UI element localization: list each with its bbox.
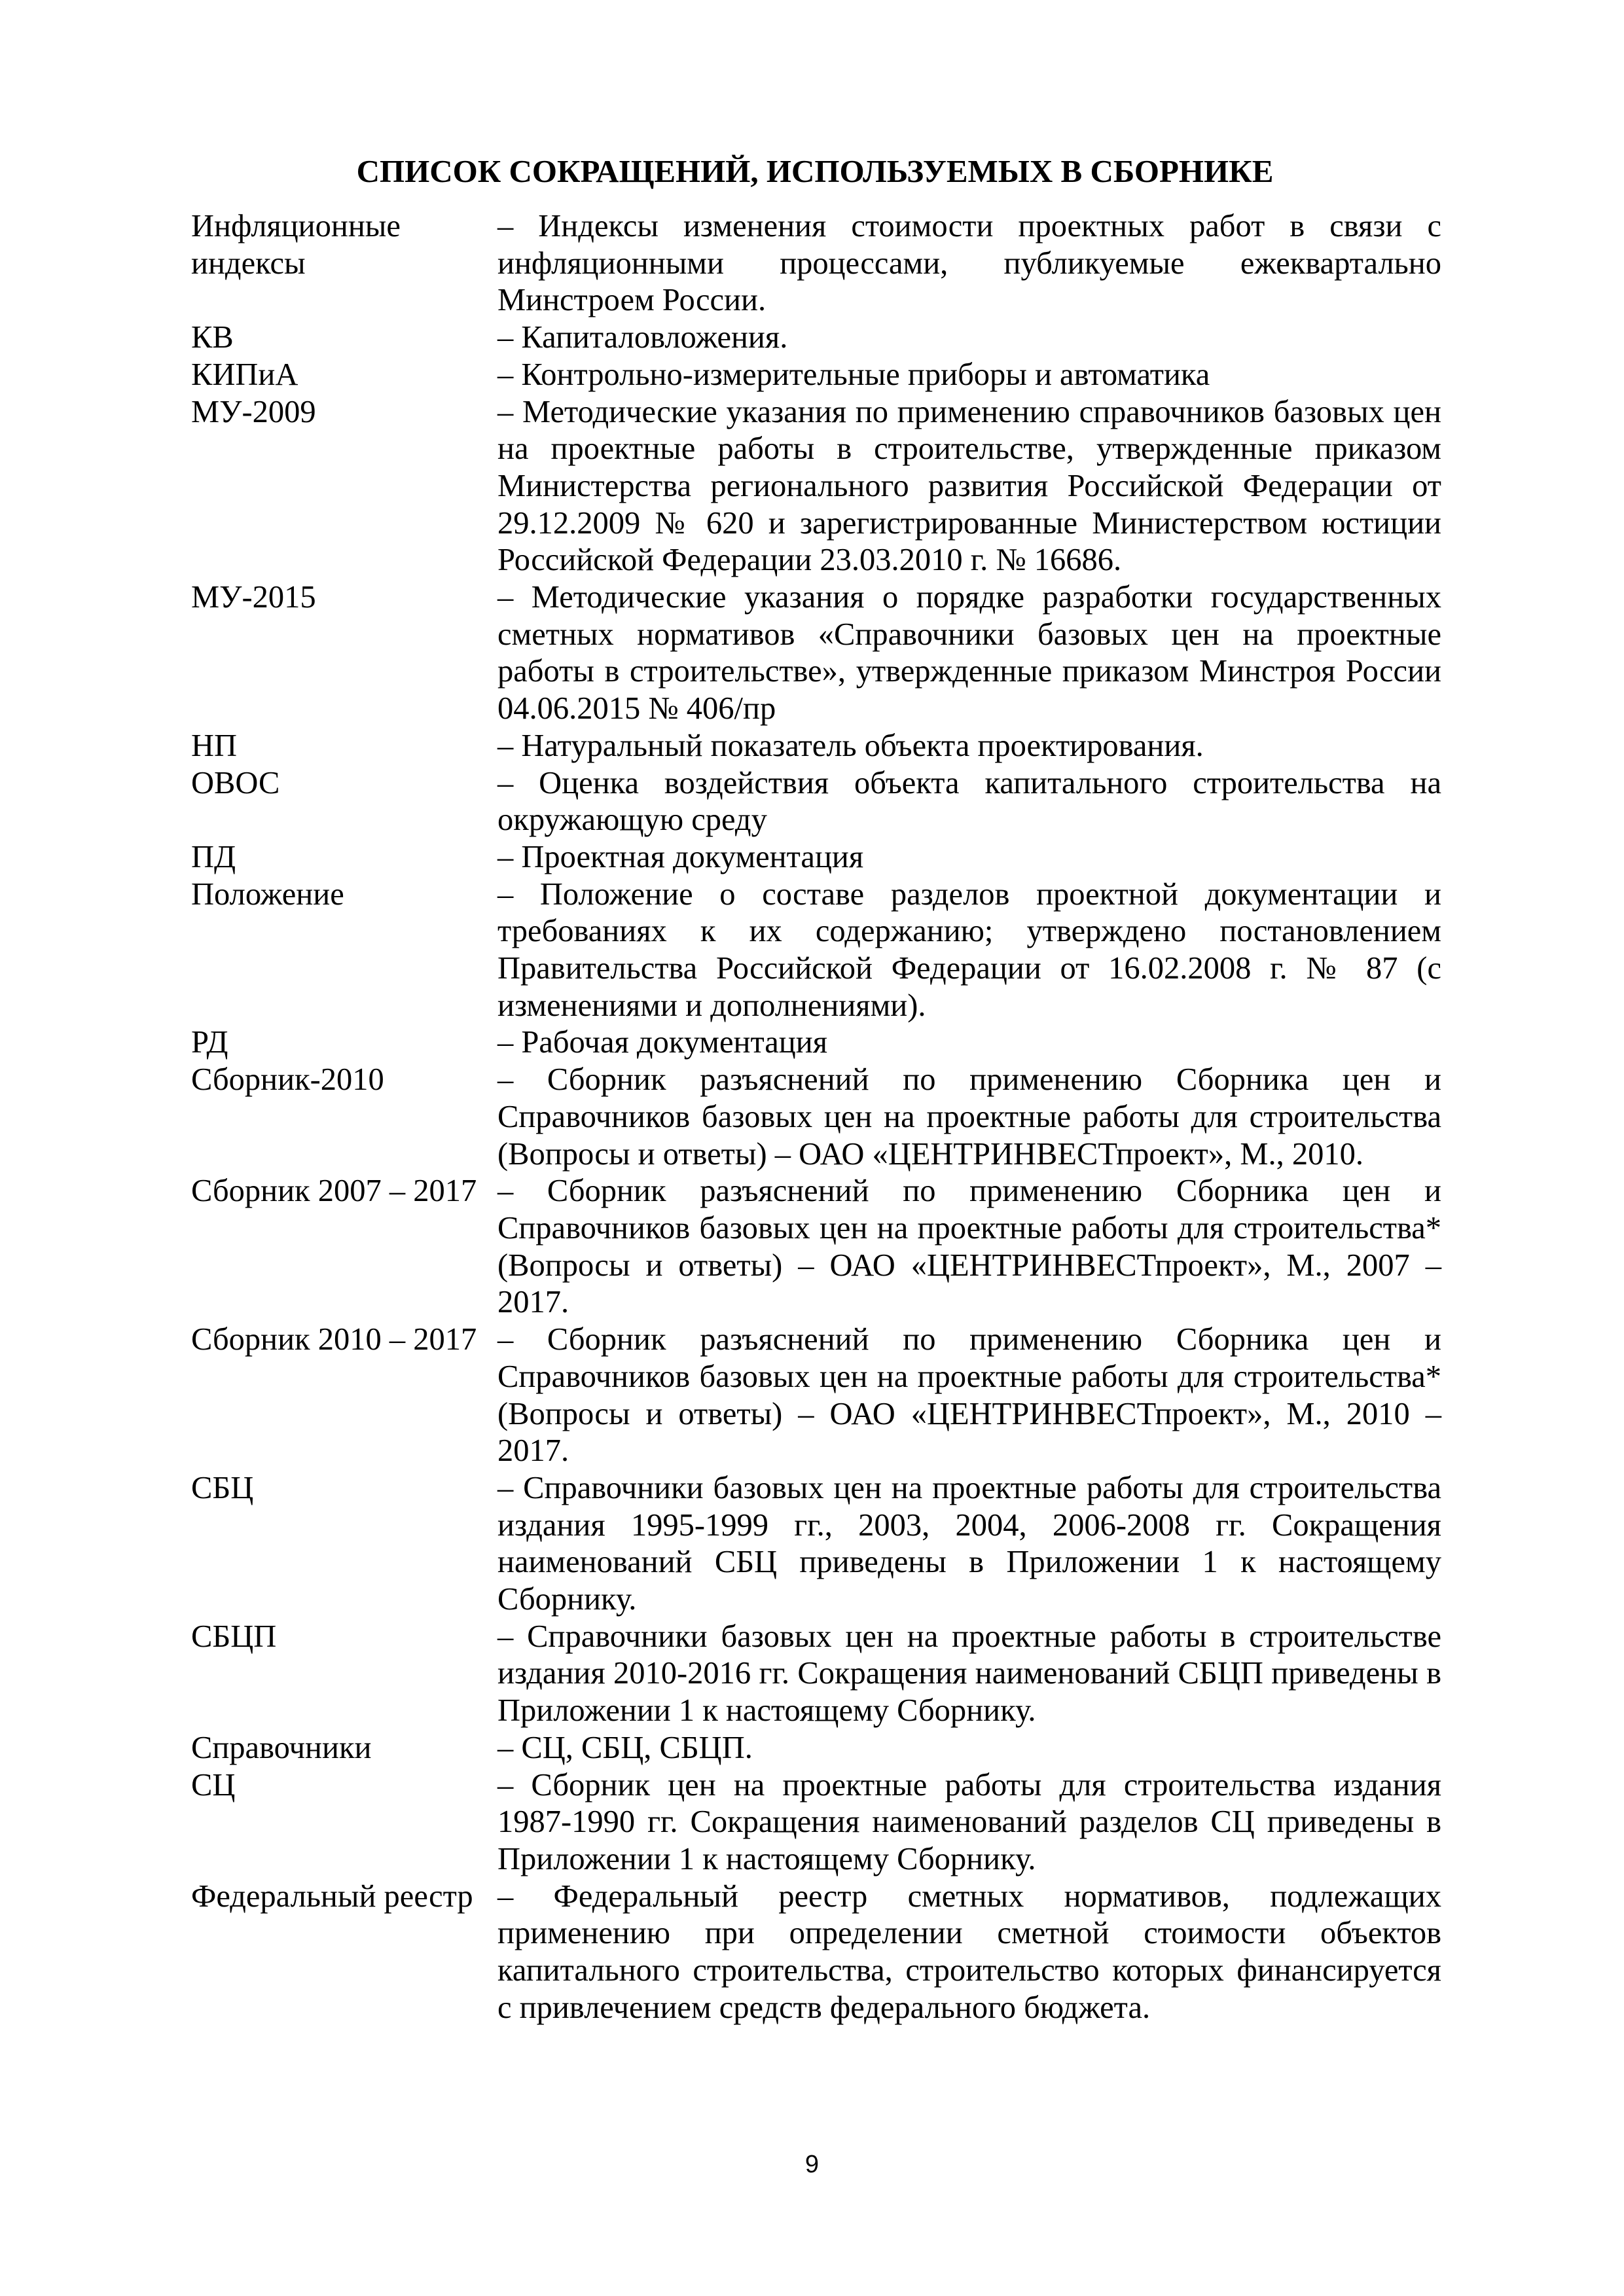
abbreviation-list [191, 208, 1441, 2026]
abbreviation-entry [191, 1730, 1441, 1767]
abbreviation-entry [191, 1878, 1441, 2027]
abbreviation-definition: – Оценка воздействия объекта капитального строительства на окружающую среду [497, 765, 1441, 838]
abbreviation-entry [191, 1024, 1441, 1062]
abbreviation-definition: – Методические указания по применению справочников базовых цен на проектные работы в строительстве, утвержденные приказом Министерства регионального развития Российской Федерации от 29.12.2009 № 620 и зарегистрированные Министерством юстиции Российской Федерации 23.03.2010 г. № 16686. [497, 394, 1441, 578]
abbreviation-entry [191, 579, 1441, 728]
abbreviation-term: Федеральный реестр [191, 1878, 473, 1914]
abbreviation-entry [191, 1767, 1441, 1878]
abbreviation-term: Справочники [191, 1730, 372, 1765]
abbreviation-entry [191, 357, 1441, 394]
abbreviation-definition: – Сборник цен на проектные работы для строительства издания 1987-1990 гг. Сокращения наименований разделов СЦ приведены в Приложении 1 к настоящему Сборнику. [497, 1767, 1441, 1876]
abbreviation-entry [191, 1062, 1441, 1173]
abbreviation-definition: – СЦ, СБЦ, СБЦП. [497, 1730, 753, 1765]
abbreviation-term: МУ-2015 [191, 580, 316, 615]
abbreviation-entry [191, 1619, 1441, 1730]
abbreviation-term: ОВОС [191, 765, 280, 800]
abbreviation-term: РД [191, 1025, 228, 1060]
abbreviation-term: ПД [191, 839, 236, 874]
abbreviation-definition: – Справочники базовых цен на проектные работы в строительстве издания 2010-2016 гг. Сокращения наименований СБЦП приведены в Приложении 1 к настоящему Сборнику. [497, 1619, 1441, 1729]
abbreviation-entry [191, 1173, 1441, 1321]
abbreviation-term: Сборник-2010 [191, 1062, 384, 1098]
abbreviation-definition: – Капиталовложения. [497, 320, 788, 355]
abbreviation-definition: – Индексы изменения стоимости проектных работ в связи с инфляционными процессами, публикуемые ежеквартально Минстроем России. [497, 209, 1441, 318]
abbreviation-term: СБЦ [191, 1470, 254, 1505]
abbreviation-entry [191, 1470, 1441, 1619]
abbreviation-definition: – Справочники базовых цен на проектные работы для строительства издания 1995-1999 гг., 2003, 2004, 2006-2008 гг. Сокращения наименований СБЦ приведены в Приложении 1 к настоящему Сборнику. [497, 1470, 1441, 1617]
abbreviation-definition: – Федеральный реестр сметных нормативов, подлежащих применению при определении сметной стоимости объектов капитального строительства, строительство которых финансируется с привлечением средств федерального бюджета. [497, 1878, 1441, 2025]
abbreviation-term: КВ [191, 320, 234, 355]
abbreviation-entry [191, 839, 1441, 876]
abbreviation-term: СЦ [191, 1767, 236, 1803]
abbreviation-term: СБЦП [191, 1619, 277, 1654]
page-number: 9 [804, 2151, 820, 2178]
abbreviation-term: НП [191, 728, 238, 763]
abbreviation-definition: – Сборник разъяснений по применению Сборника цен и Справочников базовых цен на проектные работы для строительства* (Вопросы и ответы) – ОАО «ЦЕНТРИНВЕСТпроект», М., 2010 – 2017. [497, 1322, 1441, 1469]
abbreviation-entry [191, 319, 1441, 357]
abbreviation-definition: – Натуральный показатель объекта проектирования. [497, 728, 1204, 763]
abbreviation-definition: – Положение о составе разделов проектной документации и требованиях к их содержанию; утверждено постановлением Правительства Российской Федерации от 16.02.2008 г. № 87 (с изменениями и дополнениями). [497, 876, 1441, 1023]
abbreviation-definition: – Контрольно-измерительные приборы и автоматика [497, 357, 1210, 392]
abbreviation-definition: – Методические указания о порядке разработки государственных сметных нормативов «Справочники базовых цен на проектные работы в строительстве», утвержденные приказом Минстроя России 04.06.2015 № 406/пр [497, 580, 1441, 726]
abbreviation-term: Положение [191, 876, 344, 912]
abbreviation-term: Инфляционные индексы [191, 209, 401, 281]
abbreviation-term: КИПиА [191, 357, 298, 392]
abbreviation-definition: – Сборник разъяснений по применению Сборника цен и Справочников базовых цен на проектные работы для строительства (Вопросы и ответы) – ОАО «ЦЕНТРИНВЕСТпроект», М., 2010. [497, 1062, 1441, 1172]
abbreviation-entry [191, 208, 1441, 319]
abbreviation-entry [191, 765, 1441, 839]
abbreviation-definition: – Сборник разъяснений по применению Сборника цен и Справочников базовых цен на проектные работы для строительства* (Вопросы и ответы) – ОАО «ЦЕНТРИНВЕСТпроект», М., 2007 – 2017. [497, 1174, 1441, 1320]
abbreviation-definition: – Проектная документация [497, 839, 864, 874]
abbreviation-entry [191, 728, 1441, 765]
abbreviation-term: Сборник 2007 – 2017 [191, 1174, 477, 1209]
abbreviation-entry [191, 394, 1441, 580]
abbreviation-term: МУ-2009 [191, 394, 316, 429]
abbreviation-term: Сборник 2010 – 2017 [191, 1322, 477, 1357]
abbreviation-entry [191, 876, 1441, 1025]
abbreviation-entry [191, 1321, 1441, 1470]
page-title: СПИСОК СОКРАЩЕНИЙ, ИСПОЛЬЗУЕМЫХ В СБОРНИКЕ [356, 153, 1274, 189]
abbreviation-definition: – Рабочая документация [497, 1025, 828, 1060]
